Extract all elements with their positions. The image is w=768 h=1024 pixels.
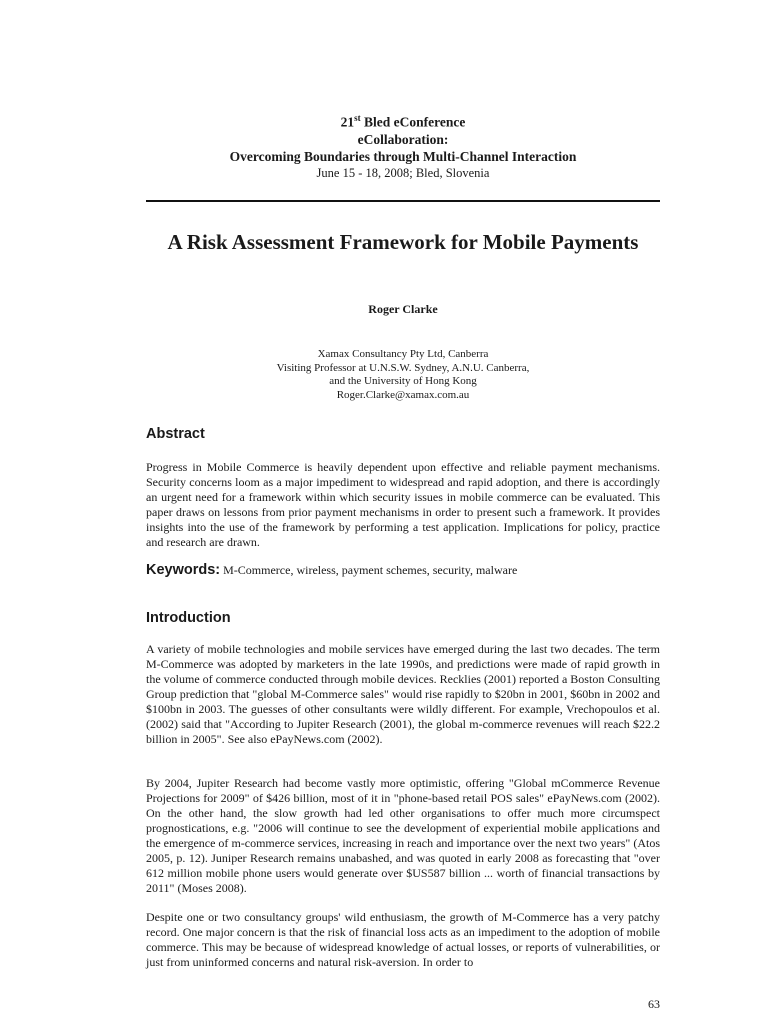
introduction-paragraph: By 2004, Jupiter Research had become vastly more optimistic, offering "Global mCommerce Revenue Projections for 2009" of $426 billion, most of it in "phone-based retail POS sales" ePayNews.com (2002). On the other hand, the slow growth had led other organisations to offer much more circumspect prognostications, e.g. "2006 will continue to see the development of experiential mobile applications and the emergence of m-commerce services, increasing in reach and importance over the next two years" (Atos 2005, p. 12). Juniper Research remains unabashed, and was quoted in early 2008 as forecasting that "over 612 million mobile phone users would generate over $US587 billion ... worth of financial transactions by 2011" (Moses 2008). <box>146 776 660 895</box>
introduction-paragraph: A variety of mobile technologies and mobile services have emerged during the last two decades. The term M-Commerce was adopted by marketers in the late 1990s, and predictions were made of rapid growth in the volume of commerce conducted through mobile devices. Recklies (2001) reported a Boston Consulting Group prediction that "global M-Commerce sales" would rise rapidly to $20bn in 2001, $60bn in 2002 and $100bn in 2003. The guesses of other consultants were wildly different. For example, Vrechopoulos et al. (2002) said that "According to Jupiter Research (2001), the global m-commerce revenues will reach $22.2 billion in 2005". See also ePayNews.com (2002). <box>146 642 660 746</box>
author-affiliation <box>146 348 660 402</box>
paper-title: A Risk Assessment Framework for Mobile Payments <box>167 230 639 254</box>
author-name: Roger Clarke <box>368 302 438 316</box>
introduction-heading: Introduction <box>146 610 231 626</box>
keywords-text: M-Commerce, wireless, payment schemes, security, malware <box>220 563 518 577</box>
conference-theme: eCollaboration: <box>357 131 449 147</box>
affiliation-line: and the University of Hong Kong <box>329 375 477 387</box>
introduction-paragraph: Despite one or two consultancy groups' wild enthusiasm, the growth of M-Commerce has a very patchy record. One major concern is that the risk of financial loss acts as an impediment to the adoption of mobile commerce. This may be because of widespread knowledge of actual losses, or reports of vulnerabilities, or just from uninformed concerns and natural risk-aversion. In order to <box>146 910 660 969</box>
conference-edition-superscript: st <box>354 113 361 123</box>
author-email: Roger.Clarke@xamax.com.au <box>336 388 470 401</box>
abstract-heading: Abstract <box>146 426 205 442</box>
affiliation-line: Xamax Consultancy Pty Ltd, Canberra <box>317 348 489 360</box>
conference-title: Bled eConference <box>360 114 466 130</box>
page-number: 63 <box>648 997 660 1011</box>
conference-subtheme: Overcoming Boundaries through Multi-Channel Interaction <box>229 148 577 164</box>
abstract-text: Progress in Mobile Commerce is heavily dependent upon effective and reliable payment mechanisms. Security concerns loom as a major impediment to widespread and rapid adoption, and there is accordingly an urgent need for a framework within which security issues in mobile commerce can be evaluated. This paper draws on lessons from prior payment mechanisms in order to present such a framework. It provides insights into the use of the framework by performing a test application. Implications for policy, practice and research are drawn. <box>146 460 660 549</box>
keywords-label: Keywords: <box>146 562 221 578</box>
conference-header <box>100 110 706 182</box>
conference-name <box>100 110 706 131</box>
keywords-line <box>146 562 660 578</box>
conference-edition-number: 21 <box>340 114 355 130</box>
header-divider <box>146 200 660 202</box>
conference-dates: June 15 - 18, 2008; Bled, Slovenia <box>316 165 490 180</box>
affiliation-line: Visiting Professor at U.N.S.W. Sydney, A.N.U. Canberra, <box>276 361 530 374</box>
